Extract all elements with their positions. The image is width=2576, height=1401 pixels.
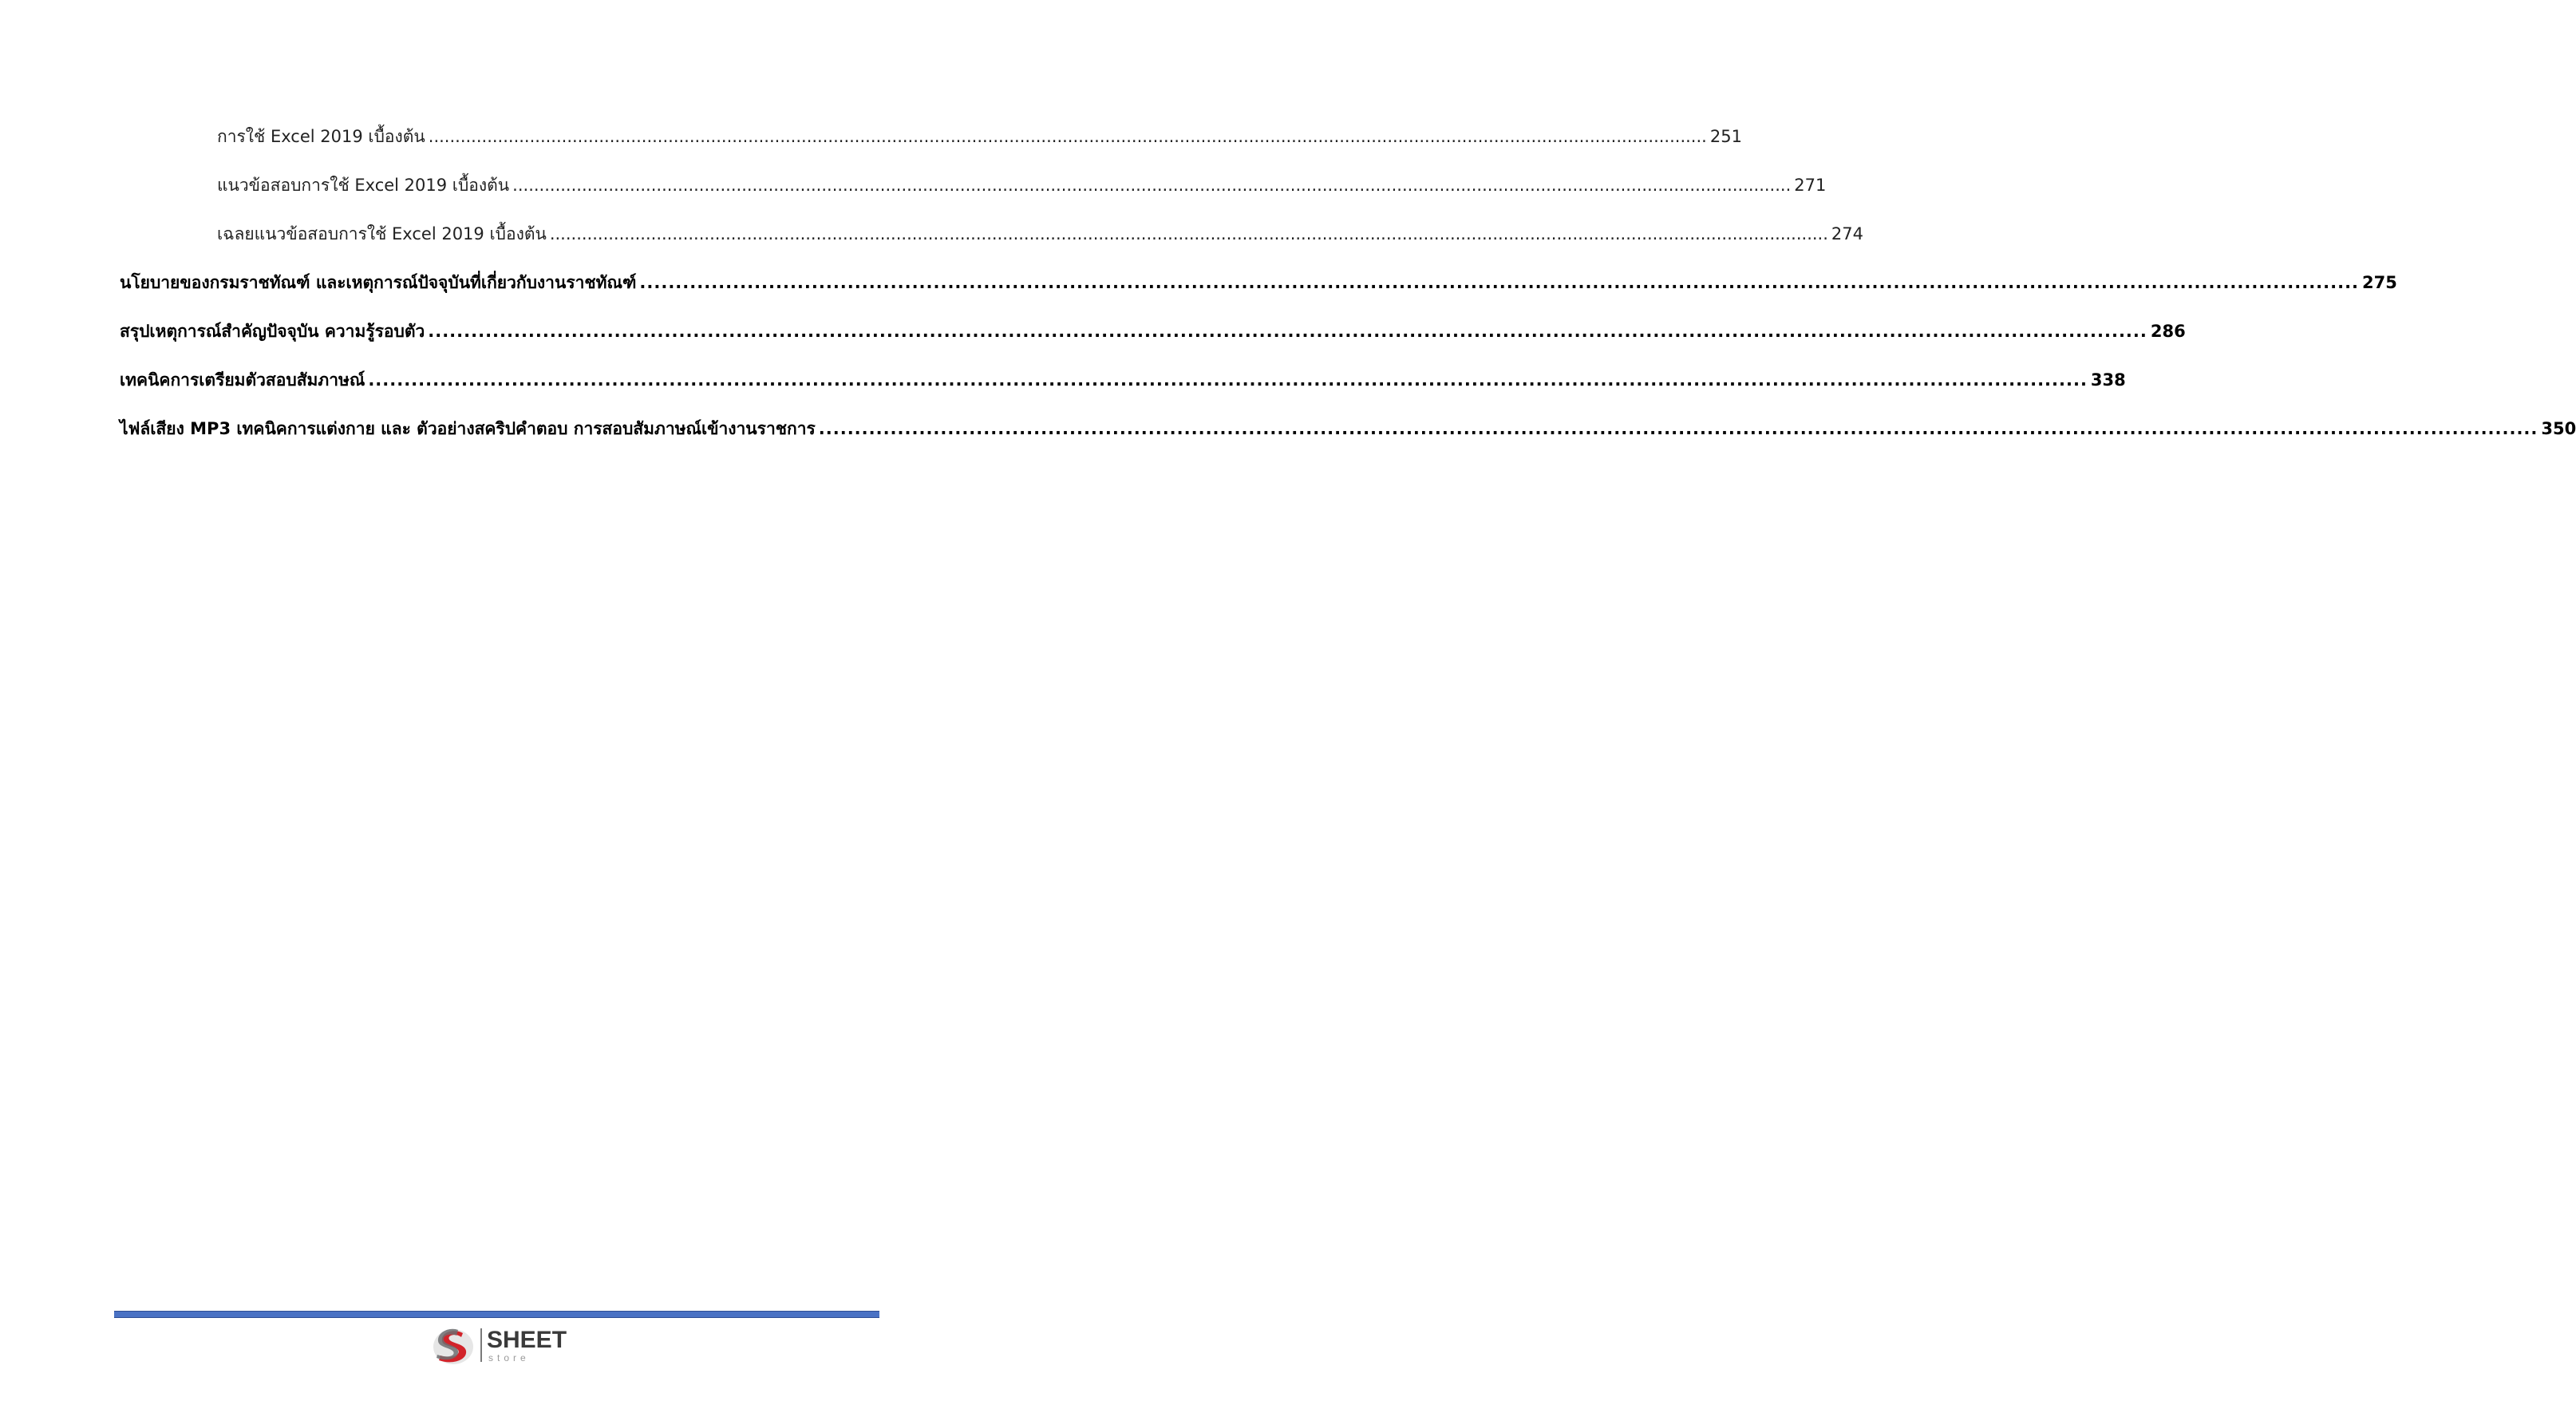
toc-entry[interactable] (120, 367, 2126, 416)
toc-entry[interactable] (120, 416, 2576, 465)
sheet-store-logo-icon (431, 1325, 476, 1367)
toc-entry[interactable] (120, 319, 2186, 367)
logo-subtitle: store (488, 1352, 530, 1363)
toc-dot-leader (512, 176, 1791, 195)
toc-entry-title: เทคนิคการเตรียมตัวสอบสัมภาษณ์ (120, 370, 365, 390)
toc-entry-page: 275 (2362, 273, 2397, 292)
toc-entry-title: นโยบายของกรมราชทัณฑ์ และเหตุการณ์ปัจจุบันที่เกี่ยวกับงานราชทัณฑ์ (120, 273, 637, 292)
toc-entry-page: 274 (1831, 224, 1863, 243)
footer-divider (114, 1311, 879, 1318)
toc-entry[interactable] (120, 172, 1827, 221)
toc-entry[interactable] (120, 221, 1863, 270)
toc-entry-page: 286 (2150, 322, 2186, 341)
toc-entry-page: 251 (1709, 127, 1742, 146)
toc-dot-leader (550, 224, 1828, 243)
toc-entry-page: 271 (1794, 176, 1827, 195)
toc-dot-leader (429, 127, 1707, 146)
table-of-contents (120, 124, 2576, 465)
toc-entry-title: สรุปเหตุการณ์สำคัญปัจจุบัน ความรู้รอบตัว (120, 322, 425, 341)
toc-dot-leader (368, 370, 2088, 390)
toc-dot-leader (819, 419, 2538, 438)
toc-entry-title: ไฟล์เสียง MP3 เทคนิคการแต่งกาย และ ตัวอย่างสคริปคำตอบ การสอบสัมภาษณ์เข้างานราชการ (120, 419, 816, 438)
toc-entry-title: แนวข้อสอบการใช้ Excel 2019 เบื้องต้น (217, 176, 510, 195)
toc-entry-page: 338 (2090, 370, 2126, 390)
toc-entry[interactable] (120, 270, 2397, 319)
toc-entry-page: 350 (2541, 419, 2576, 438)
logo-divider (480, 1328, 482, 1362)
logo-wordmark: SHEET (487, 1327, 567, 1353)
toc-entry-title: เฉลยแนวข้อสอบการใช้ Excel 2019 เบื้องต้น (217, 224, 547, 243)
toc-entry-title: การใช้ Excel 2019 เบื้องต้น (217, 127, 425, 146)
toc-dot-leader (428, 322, 2147, 341)
toc-dot-leader (639, 273, 2359, 292)
toc-entry[interactable] (120, 124, 1742, 172)
sheet-store-logo (431, 1325, 567, 1367)
